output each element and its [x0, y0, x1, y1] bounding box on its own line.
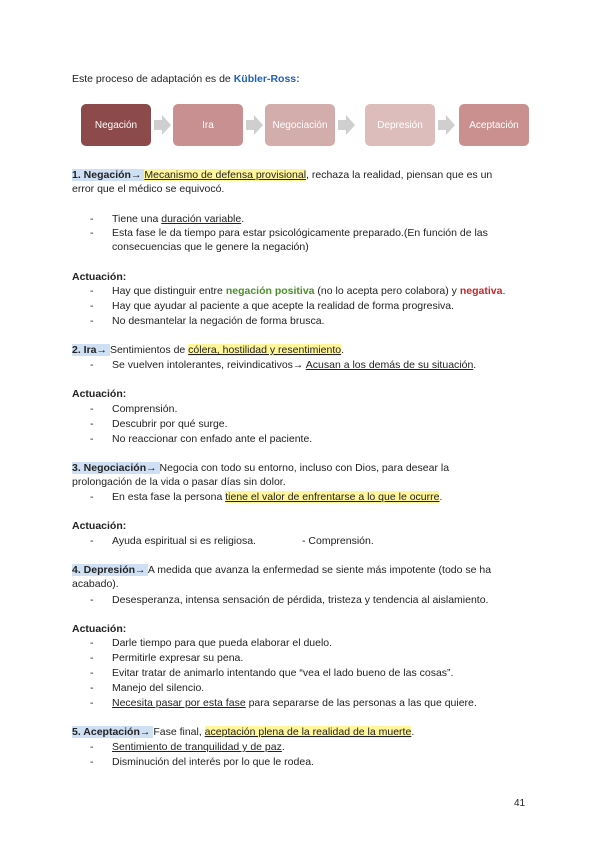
s5-line1: [72, 725, 414, 739]
s5-pre: Fase final,: [153, 726, 205, 738]
s2-heading: 2. Ira: [72, 344, 97, 356]
act4-bullet3: [90, 666, 453, 680]
s1-bullet2-cont: consecuencias que le genere la negación): [112, 241, 309, 253]
s5-bullet1: [90, 740, 285, 754]
s1-line1: [72, 168, 492, 182]
flow-box-ira: Ira: [173, 104, 243, 146]
s4-arrow: →: [135, 564, 148, 576]
dash: -: [90, 535, 94, 547]
s3-highlight: tiene el valor de enfrentarse a lo que le ocurre: [225, 491, 440, 503]
s4-heading: 4. Depresión: [72, 564, 136, 576]
s2-pre: Sentimientos de: [109, 344, 189, 356]
s1-rest1: , rechaza la realidad, piensan que es un: [306, 169, 493, 181]
act2-bullet2: [90, 417, 228, 431]
dash: -: [90, 403, 94, 415]
s5-b1b: .: [281, 741, 285, 753]
s1-b2a: Esta fase le da tiempo para estar psicológicamente preparado.(En función de las: [112, 227, 488, 239]
flow-box-depresion: Depresión: [365, 104, 435, 146]
act2-bullet1: [90, 402, 177, 416]
act4-b3: Evitar tratar de animarlo intentando que “vea el lado bueno de las cosas”.: [112, 667, 454, 679]
s2-highlight: cólera, hostilidad y resentimiento: [188, 344, 342, 356]
s1-bullet2: [90, 226, 488, 240]
intro-text: Este proceso de adaptación es de: [72, 73, 234, 85]
s1-b1b: .: [241, 213, 245, 225]
act4-b1: Darle tiempo para que pueda elaborar el duelo.: [112, 637, 333, 649]
s5-b2: Disminución del interés por lo que le rodea.: [112, 756, 314, 768]
s5-bullet2: [90, 755, 314, 769]
act1-b1a: Hay que distinguir entre: [112, 285, 226, 297]
act1-b1b: (no lo acepta pero colabora) y: [314, 285, 460, 297]
s2-b1u: Acusan a los demás de su situación: [305, 359, 474, 371]
act4-bullet2: [90, 651, 243, 665]
s1-arrow: →: [130, 169, 145, 181]
act1-bullet3: [90, 314, 324, 328]
s2-b1a: Se vuelven intolerantes, reivindicativos→: [112, 359, 306, 371]
dash: -: [90, 213, 94, 225]
s1-bullet1: [90, 212, 244, 226]
intro-line: [72, 72, 300, 86]
dash: -: [90, 300, 94, 312]
flow-arrow-head-1: [162, 115, 171, 135]
s1-heading: 1. Negación: [72, 169, 131, 181]
s3-bullet1: [90, 490, 442, 504]
act2-b1: Comprensión.: [112, 403, 178, 415]
s4-bullet1: [90, 593, 488, 607]
s2-bullet1: [90, 358, 476, 372]
s2-arrow: →: [96, 344, 110, 356]
dash: -: [90, 418, 94, 430]
flow-box-aceptacion: Aceptación: [459, 104, 529, 146]
flow-arrow-head-3: [346, 115, 355, 135]
s2-post: .: [341, 344, 345, 356]
dash: -: [90, 741, 94, 753]
act1-positive: negación positiva: [225, 285, 315, 297]
dash: -: [90, 285, 94, 297]
dash: -: [90, 682, 94, 694]
s4-b1: Desesperanza, intensa sensación de pérdida, tristeza y tendencia al aislamiento.: [112, 594, 489, 606]
s5-heading: 5. Aceptación: [72, 726, 140, 738]
s5-post: .: [411, 726, 415, 738]
s4-rest1: A medida que avanza la enfermedad se siente más impotente (todo se ha: [147, 564, 492, 576]
s3-b1a: En esta fase la persona: [112, 491, 226, 503]
act4-bullet4: [90, 681, 204, 695]
s2-b1b: .: [473, 359, 477, 371]
author-name: Kübler-Ross:: [233, 73, 300, 85]
s2-line1: [72, 343, 344, 357]
act1-b1c: .: [502, 285, 506, 297]
act4-b2: Permitirle expresar su pena.: [112, 652, 244, 664]
flow-arrow-head-4: [446, 115, 455, 135]
s1-highlight: Mecanismo de defensa provisional: [144, 169, 307, 181]
act1-b2: Hay que ayudar al paciente a que acepte la realidad de forma progresiva.: [112, 300, 455, 312]
dash: -: [90, 227, 94, 239]
act2-b2: Descubrir por qué surge.: [112, 418, 228, 430]
s4-line1: [72, 563, 491, 577]
s3-b1b: .: [439, 491, 443, 503]
act4-title: Actuación:: [72, 623, 127, 635]
act4-bullet1: [90, 636, 332, 650]
act3-b1: Ayuda espiritual si es religiosa.: [112, 535, 256, 547]
s3-line2: prolongación de la vida o pasar días sin dolor.: [72, 476, 286, 488]
flow-box-negociacion: Negociación: [265, 104, 335, 146]
s3-line1: [72, 461, 449, 475]
s3-arrow: →: [146, 462, 160, 474]
s5-b1u: Sentimiento de tranquilidad y de paz: [112, 741, 282, 753]
act3-bullet1: [90, 534, 256, 548]
act3-bullet2: - Comprensión.: [302, 535, 374, 547]
dash: -: [90, 433, 94, 445]
act1-title: Actuación:: [72, 271, 127, 283]
act3-title: Actuación:: [72, 520, 127, 532]
page-number: 41: [514, 798, 526, 809]
flow-arrow-head-2: [254, 115, 263, 135]
act4-bullet5: [90, 696, 477, 710]
dash: -: [90, 491, 94, 503]
act2-title: Actuación:: [72, 388, 127, 400]
s3-heading: 3. Negociación: [72, 462, 147, 474]
s5-arrow: →: [139, 726, 154, 738]
act2-bullet3: [90, 432, 312, 446]
dash: -: [90, 315, 94, 327]
s1-b1u: duración variable: [161, 213, 242, 225]
act1-b3: No desmantelar la negación de forma brusca.: [112, 315, 325, 327]
dash: -: [90, 652, 94, 664]
act2-b3: No reaccionar con enfado ante el paciente.: [112, 433, 313, 445]
act4-b4: Manejo del silencio.: [112, 682, 205, 694]
dash: -: [90, 637, 94, 649]
dash: -: [90, 697, 94, 709]
act4-b5u: Necesita pasar por esta fase: [112, 697, 246, 709]
act1-bullet2: [90, 299, 454, 313]
s4-line2: acabado).: [72, 578, 119, 590]
s1-line2: error que el médico se equivocó.: [72, 183, 225, 195]
flow-box-negacion: Negación: [81, 104, 151, 146]
dash: -: [90, 359, 94, 371]
s1-b1a: Tiene una: [112, 213, 162, 225]
dash: -: [90, 594, 94, 606]
dash: -: [90, 756, 94, 768]
act1-bullet1: [90, 284, 505, 298]
act1-negative: negativa: [459, 285, 503, 297]
act4-b5b: para separarse de las personas a las que quiere.: [245, 697, 477, 709]
s5-highlight: aceptación plena de la realidad de la muerte: [204, 726, 412, 738]
s3-rest1: Negocia con todo su entorno, incluso con Dios, para desear la: [159, 462, 450, 474]
dash: -: [90, 667, 94, 679]
